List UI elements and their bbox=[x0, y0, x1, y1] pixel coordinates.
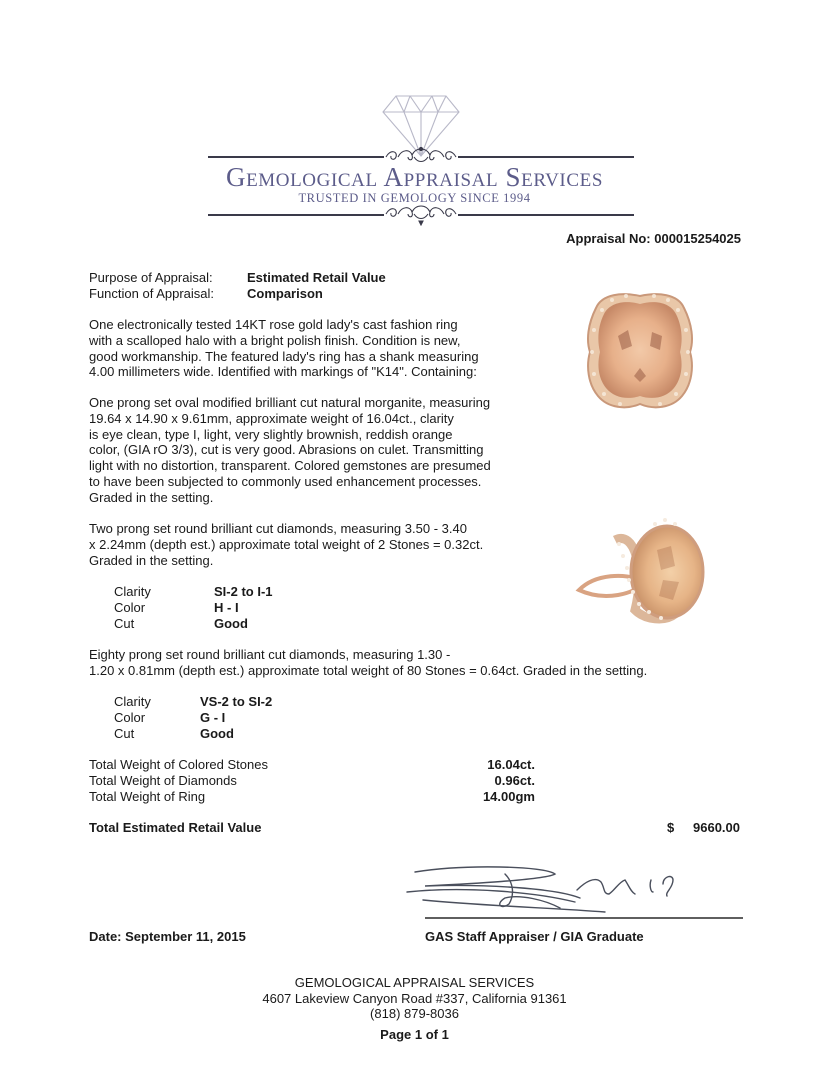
ring-description bbox=[89, 317, 479, 380]
description-line: 4.00 millimeters wide. Identified with markings of "K14". Containing: bbox=[89, 364, 477, 380]
center-stone-description bbox=[89, 395, 491, 506]
purpose-value: Estimated Retail Value bbox=[247, 270, 386, 285]
center-stone-line: 19.64 x 14.90 x 9.61mm, approximate weight of 16.04ct., clarity bbox=[89, 410, 454, 426]
total-ring-weight-value: 14.00gm bbox=[482, 789, 535, 804]
melee-clarity-label: Clarity bbox=[114, 694, 151, 709]
purpose-label: Purpose of Appraisal: bbox=[89, 270, 213, 285]
header-rule-bottom-right bbox=[458, 214, 634, 216]
center-stone-line: One prong set oval modified brilliant cut natural morganite, measuring bbox=[89, 395, 491, 410]
appraisal-number: Appraisal No: 000015254025 bbox=[566, 231, 741, 246]
total-retail-value: 9660.00 bbox=[693, 820, 740, 835]
header-rule-top-left bbox=[208, 156, 384, 158]
melee-diamonds-line: 1.20 x 0.81mm (depth est.) approximate total weight of 80 Stones = 0.64ct. Graded in the setting. bbox=[89, 662, 648, 678]
description-line: good workmanship. The featured lady's ring has a shank measuring bbox=[89, 348, 479, 364]
footer-phone: (818) 879-8036 bbox=[370, 1006, 459, 1021]
header-rule-bottom-left bbox=[208, 214, 384, 216]
header-rule-top-right bbox=[458, 156, 634, 158]
appraisal-date: Date: September 11, 2015 bbox=[89, 929, 246, 944]
total-diamonds-value: 0.96ct. bbox=[494, 773, 535, 788]
melee-color-label: Color bbox=[114, 710, 146, 725]
center-stone-line: color, (GIA rO 3/3), cut is very good. Abrasions on culet. Transmitting bbox=[89, 442, 484, 458]
side-diamonds-description bbox=[89, 521, 483, 568]
scroll-flourish-icon bbox=[384, 204, 458, 226]
melee-diamonds-description bbox=[89, 647, 647, 679]
side-color-label: Color bbox=[114, 600, 146, 615]
description-line: with a scalloped halo with a bright polish finish. Condition is new, bbox=[89, 332, 461, 348]
side-diamonds-line: x 2.24mm (depth est.) approximate total weight of 2 Stones = 0.32ct. bbox=[89, 536, 484, 552]
footer-address: 4607 Lakeview Canyon Road #337, California 91361 bbox=[262, 991, 567, 1006]
brand-tagline: TRUSTED IN GEMOLOGY SINCE 1994 bbox=[298, 191, 531, 205]
side-clarity-value: SI-2 to I-1 bbox=[214, 584, 273, 599]
side-clarity-label: Clarity bbox=[114, 584, 151, 599]
side-cut-label: Cut bbox=[114, 616, 135, 631]
appraiser-signature bbox=[405, 860, 745, 920]
total-retail-label: Total Estimated Retail Value bbox=[89, 820, 262, 835]
total-diamonds-label: Total Weight of Diamonds bbox=[89, 773, 237, 788]
ring-top-view-photo bbox=[582, 290, 698, 412]
brand-name: Gemological Appraisal Services bbox=[225, 162, 604, 192]
appraiser-title: GAS Staff Appraiser / GIA Graduate bbox=[425, 929, 644, 944]
description-line: One electronically tested 14KT rose gold lady's cast fashion ring bbox=[89, 317, 458, 332]
center-stone-line: to have been subjected to commonly used enhancement processes. bbox=[89, 473, 482, 489]
melee-diamonds-line: Eighty prong set round brilliant cut diamonds, measuring 1.30 - bbox=[89, 647, 451, 662]
function-value: Comparison bbox=[247, 286, 323, 301]
center-stone-line: Graded in the setting. bbox=[89, 489, 214, 505]
page-number: Page 1 of 1 bbox=[380, 1027, 449, 1042]
melee-cut-label: Cut bbox=[114, 726, 135, 741]
function-label: Function of Appraisal: bbox=[89, 286, 215, 301]
melee-color-value: G - I bbox=[200, 710, 226, 725]
side-cut-value: Good bbox=[214, 616, 248, 631]
ring-side-view-photo bbox=[575, 510, 717, 630]
center-stone-line: light with no distortion, transparent. Colored gemstones are presumed bbox=[89, 458, 491, 474]
side-color-value: H - I bbox=[214, 600, 239, 615]
side-diamonds-line: Graded in the setting. bbox=[89, 552, 214, 568]
total-colored-value: 16.04ct. bbox=[487, 757, 535, 772]
melee-cut-value: Good bbox=[200, 726, 234, 741]
footer-company: GEMOLOGICAL APPRAISAL SERVICES bbox=[294, 975, 535, 990]
melee-clarity-value: VS-2 to SI-2 bbox=[200, 694, 273, 709]
currency-symbol: $ bbox=[667, 820, 675, 835]
center-stone-line: is eye clean, type I, light, very slightly brownish, reddish orange bbox=[89, 426, 453, 442]
side-diamonds-line: Two prong set round brilliant cut diamonds, measuring 3.50 - 3.40 bbox=[89, 521, 467, 536]
total-colored-label: Total Weight of Colored Stones bbox=[89, 757, 268, 772]
total-ring-weight-label: Total Weight of Ring bbox=[89, 789, 206, 804]
